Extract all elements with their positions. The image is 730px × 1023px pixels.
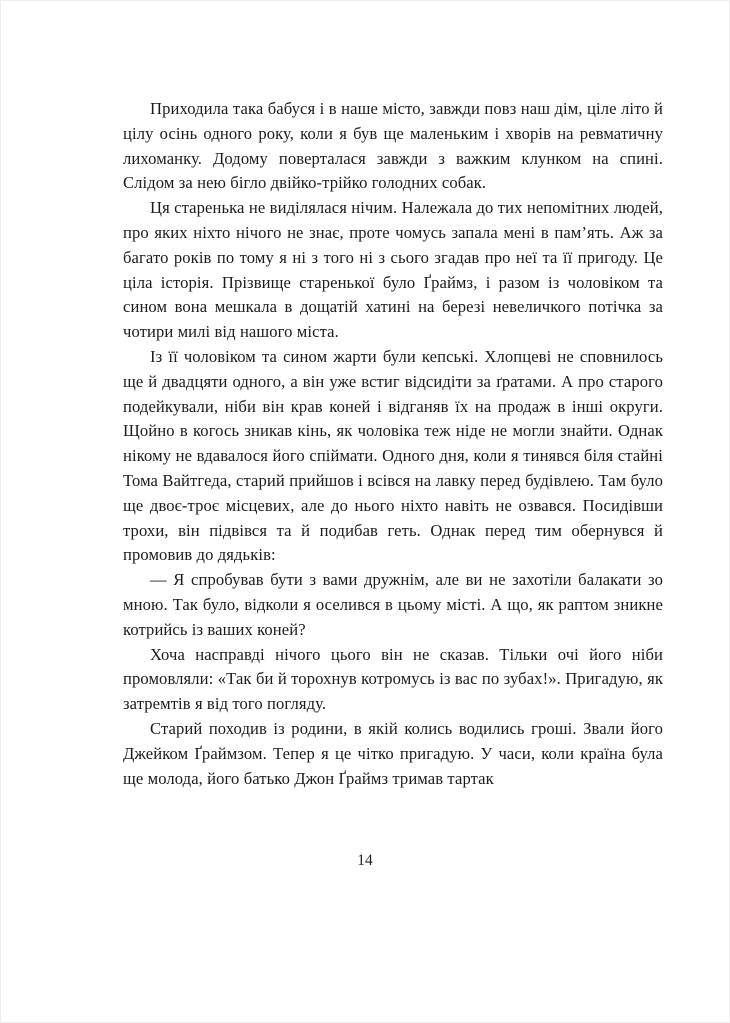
paragraph: Ця старенька не виділялася нічим. Належала до тих непомітних людей, про яких ніхто нічого не знає, проте чомусь запала мені в пам’ять. Аж за багато років по тому я ні з того ні з сього згадав про неї та її пригоду. Це ціла історія. Прізвище старенької було Ґраймз, і разом із чоловіком та сином вона мешкала в дощатій хатині на березі невеличкого потічка за чотири милі від нашого міста. <box>123 198 663 342</box>
paragraph-dialogue: — Я спробував бути з вами дружнім, але ви не захотіли балакати зо мною. Так було, відколи я оселився в цьому місті. А що, як раптом зникне котрийсь із ваших коней? <box>123 570 663 639</box>
body-text <box>123 97 663 791</box>
paragraph: Із її чоловіком та сином жарти були кепські. Хлопцеві не сповнилось ще й двадцяти одного, а він уже встиг відсидіти за ґратами. А про старого подейкували, ніби він крав коней і відганяв їх на продаж в інші округи. Щойно в когось зникав кінь, як чоловіка теж ніде не могли знайти. Однак нікому не вдавалося його спіймати. Одного дня, коли я тинявся біля стайні Тома Вайтгеда, старий прийшов і всівся на лавку перед будівлею. Там було ще двоє-троє місцевих, але до нього ніхто навіть не озвався. Посидівши трохи, він підвівся та й подибав геть. Однак перед тим обернувся й промовив до дядьків: <box>123 346 663 565</box>
paragraph: Хоча насправді нічого цього він не сказав. Тільки очі його ніби промовляли: «Так би й торохнув котромусь із вас по зубах!». Пригадую, як затремтів я від того погляду. <box>123 644 663 714</box>
page-number: 14 <box>357 852 373 869</box>
paragraph: Старий походив із родини, в якій колись водились гроші. Звали його Джейком Ґраймзом. Тепер я це чітко пригадую. У часи, коли країна була ще молода, його батько Джон Ґраймз тримав тартак <box>123 718 663 788</box>
paragraph: Приходила така бабуся і в наше місто, завжди повз наш дім, ціле літо й цілу осінь одного року, коли я був ще маленьким і хворів на ревматичну лихоманку. Додому поверталася завжди з важким клунком на спині. Слідом за нею бігло двійко-трійко голодних собак. <box>123 99 663 193</box>
